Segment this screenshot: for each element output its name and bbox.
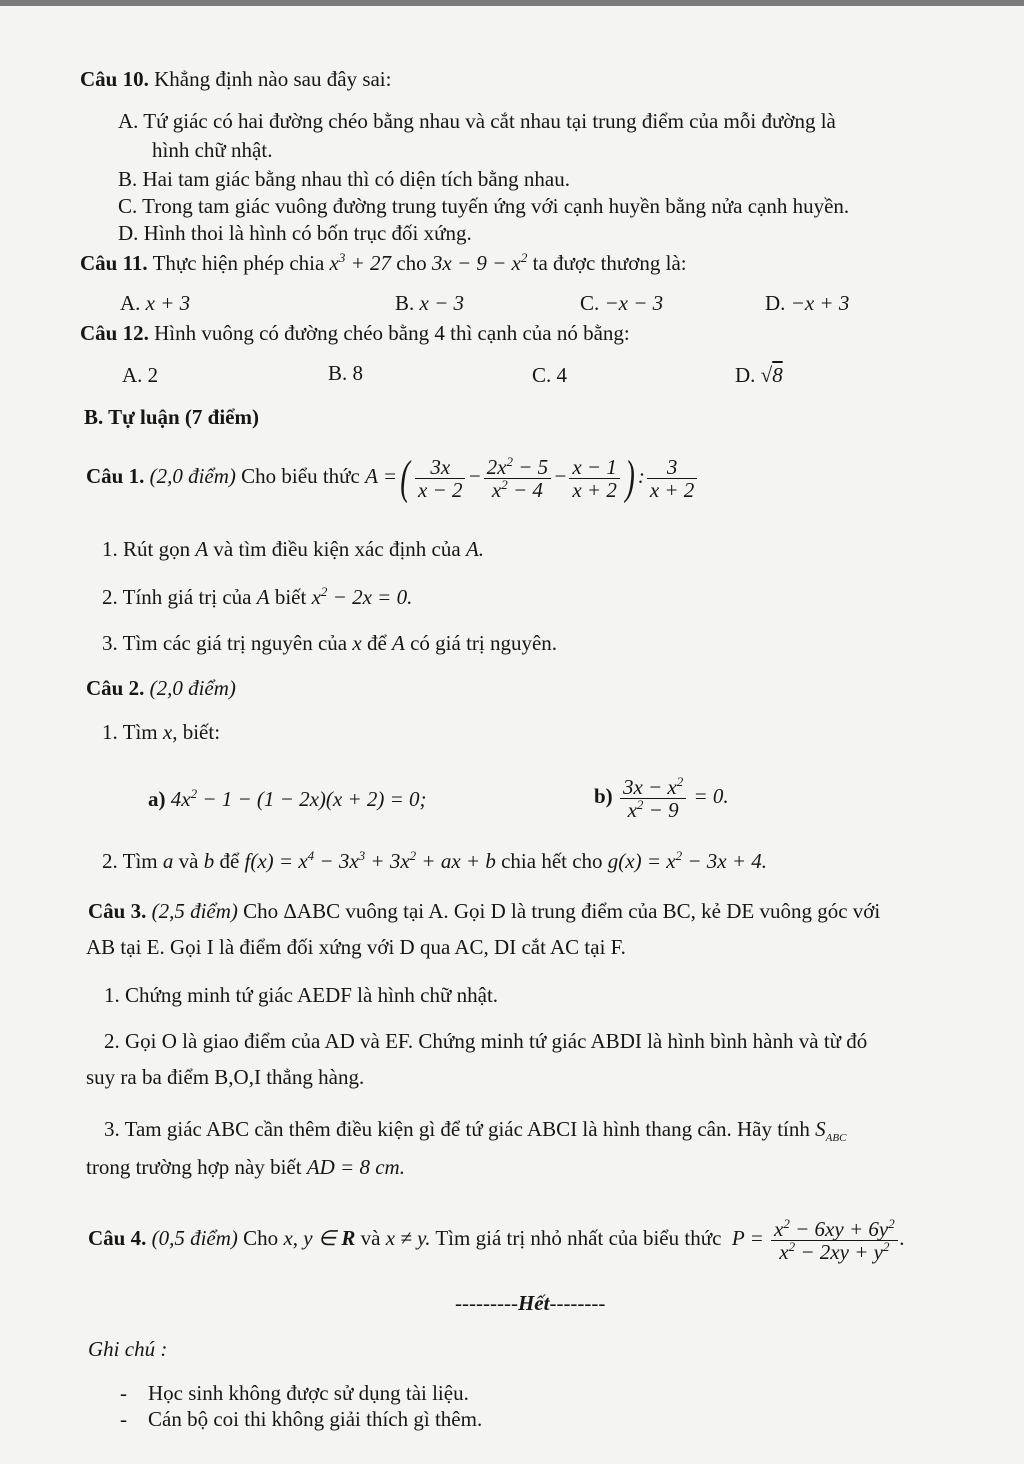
notes-title: Ghi chú : xyxy=(88,1337,168,1361)
c1-stem: Câu 1. (2,0 điểm) Cho biểu thức A =( $\frac{3x}{x - 2}$ − $\frac{2x^2 - 5}{x^2 - 4}$ − $\frac{x - 1}{x + 2}$ ) : $\frac{3}{x + 2}$ xyxy=(86,446,699,506)
note-item: - Cán bộ coi thi không giải thích gì thêm. xyxy=(120,1407,483,1431)
c1-sub3: 3. Tìm các giá trị nguyên của x để A có giá trị nguyên. xyxy=(102,631,558,655)
q12-stem: Câu 12. Hình vuông có đường chéo bằng 4 thì cạnh của nó bằng: xyxy=(80,321,630,345)
c2-sub1-b: b) $\frac{3x - x^2}{x^2 - 9}$ = 0. xyxy=(594,773,729,822)
q11-stem: Câu 11. Thực hiện phép chia $x^3 + 27$ cho $3x - 9 - x^2$ ta được thương là: xyxy=(80,250,687,275)
c3-line1: Câu 3. (2,5 điểm) Cho ΔABC vuông tại A. Gọi D là trung điểm của BC, kẻ DE vuông góc với xyxy=(88,899,881,923)
q12-option-b: B. 8 xyxy=(328,361,364,385)
c2-title: Câu 2. (2,0 điểm) xyxy=(86,676,236,700)
q11-option-a: A. x + 3 xyxy=(120,291,191,315)
c3-sub2a: 2. Gọi O là giao điểm của AD và EF. Chứng minh tứ giác ABDI là hình bình hành và từ đó xyxy=(104,1029,868,1053)
note-item: - Học sinh không được sử dụng tài liệu. xyxy=(120,1381,469,1405)
q10-option-a: A. Tứ giác có hai đường chéo bằng nhau và cắt nhau tại trung điểm của mỗi đường là xyxy=(118,109,836,133)
c1-sub1: 1. Rút gọn A và tìm điều kiện xác định của A. xyxy=(102,537,485,561)
c3-sub1: 1. Chứng minh tứ giác AEDF là hình chữ nhật. xyxy=(104,983,499,1007)
c1-sub2: 2. Tính giá trị của A biết $x^2 - 2x = 0$. xyxy=(102,584,413,609)
q12-option-a: A. 2 xyxy=(122,363,159,387)
q11-option-b: B. x − 3 xyxy=(395,291,465,315)
part-b-title: B. Tự luận (7 điểm) xyxy=(84,405,259,429)
q10-option-c: C. Trong tam giác vuông đường trung tuyến ứng với cạnh huyền bằng nửa cạnh huyền. xyxy=(118,194,850,218)
c3-line2: AB tại E. Gọi I là điểm đối xứng với D qua AC, DI cắt AC tại F. xyxy=(86,935,626,959)
c4-stem: Câu 4. (0,5 điểm) Cho x, y ∈ R và x ≠ y. Tìm giá trị nhỏ nhất của biểu thức P = $\frac{x^2 - 6xy + 6y^2}{x^2 - 2xy + y^2}$ . xyxy=(88,1215,905,1264)
c3-sub3b: trong trường hợp này biết AD = 8 cm. xyxy=(86,1155,405,1179)
q10-option-d: D. Hình thoi là hình có bốn trục đối xứng. xyxy=(118,221,472,245)
q12-option-d: D. √8 xyxy=(735,363,783,387)
q10-title: Câu 10. xyxy=(80,67,149,91)
c2-sub2: 2. Tìm a và b để $f(x) = x^4 - 3x^3 + 3x^2$ + ax + b chia hết cho $g(x) = x^2 - 3x + 4$. xyxy=(102,848,768,873)
q12-option-c: C. 4 xyxy=(532,363,568,387)
c2-sub1: 1. Tìm x, biết: xyxy=(102,720,221,744)
q11-option-c: C. −x − 3 xyxy=(580,291,664,315)
q11-option-d: D. −x + 3 xyxy=(765,291,850,315)
c2-sub1-a: a) $4x^2 - 1 - (1 - 2x)(x + 2) = 0$; xyxy=(148,786,427,811)
q10-stem: Câu 10. Khẳng định nào sau đây sai: xyxy=(80,67,392,91)
end-marker: ---------Hết-------- xyxy=(455,1291,606,1315)
q10-option-a-cont: hình chữ nhật. xyxy=(152,138,273,162)
c3-sub2b: suy ra ba điểm B,O,I thẳng hàng. xyxy=(86,1065,365,1089)
c1-formula: A =( $\frac{3x}{x - 2}$ − $\frac{2x^2 - 5}{x^2 - 4}$ − $\frac{x - 1}{x + 2}$ ) : $\frac{3}{x + 2}$ xyxy=(365,464,699,488)
q10-option-b: B. Hai tam giác bằng nhau thì có diện tích bằng nhau. xyxy=(118,167,570,191)
c3-sub3a: 3. Tam giác ABC cần thêm điều kiện gì để tứ giác ABCI là hình thang cân. Hãy tính $S_{ABC}$ xyxy=(104,1117,847,1145)
